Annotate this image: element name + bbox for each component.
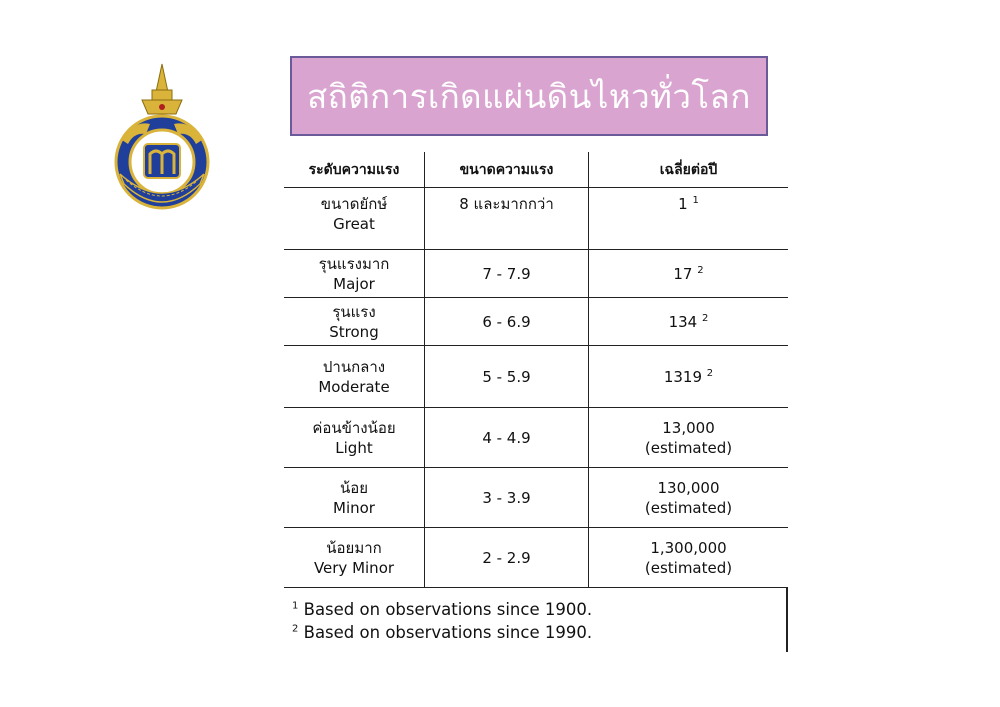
cell-level [284, 250, 424, 297]
level-english: Minor [333, 498, 375, 517]
footnote-text: Based on observations since 1990. [303, 623, 593, 642]
table-row [284, 188, 788, 250]
cell-magnitude: 2 - 2.9 [424, 528, 588, 587]
footnotes [284, 588, 788, 652]
footnote-ref: 2 [706, 367, 714, 379]
footnote-ref: 2 [702, 312, 709, 324]
footnote-mark: 1 [292, 600, 299, 612]
cell-level [284, 528, 424, 587]
footnote-2 [284, 621, 786, 644]
cell-level [284, 298, 424, 345]
cell-level [284, 346, 424, 407]
average-value-line [664, 367, 713, 387]
table-row [284, 298, 788, 346]
cell-level [284, 468, 424, 527]
average-value-line [678, 194, 699, 214]
average-value: 13,000 [662, 418, 715, 437]
level-thai: ค่อนข้างน้อย [312, 418, 396, 437]
cell-magnitude: 5 - 5.9 [424, 346, 588, 407]
table-row [284, 468, 788, 528]
table-row [284, 408, 788, 468]
level-thai: น้อยมาก [326, 538, 382, 557]
level-thai: ปานกลาง [322, 357, 386, 376]
header-level: ระดับความแรง [308, 161, 400, 178]
level-english: Great [333, 215, 375, 233]
average-value: 1,300,000 [650, 538, 727, 557]
average-note: (estimated) [644, 498, 733, 517]
average-value: 130,000 [657, 478, 720, 497]
table-row [284, 346, 788, 408]
level-thai: น้อย [339, 478, 369, 497]
cell-magnitude: 3 - 3.9 [424, 468, 588, 527]
earthquake-stats-table [284, 152, 788, 588]
footnote-1 [284, 598, 786, 621]
cell-average [588, 250, 788, 297]
cell-level [284, 188, 424, 249]
level-english: Strong [329, 322, 379, 341]
level-english: Very Minor [313, 558, 395, 577]
table-row [284, 250, 788, 298]
cell-level [284, 408, 424, 467]
cell-average [588, 298, 788, 345]
title-box [290, 56, 768, 136]
footnote-text: Based on observations since 1900. [303, 600, 593, 619]
table-header-row [284, 152, 788, 188]
page-title: สถิติการเกิดแผ่นดินไหวทั่วโลก [307, 76, 751, 116]
cell-average [588, 346, 788, 407]
average-note: (estimated) [644, 438, 733, 457]
cell-average [588, 408, 788, 467]
level-thai: ขนาดยักษ์ [320, 195, 388, 213]
footnote-ref: 2 [697, 264, 704, 276]
cell-magnitude: 7 - 7.9 [424, 250, 588, 297]
cell-average [588, 468, 788, 527]
header-magnitude: ขนาดความแรง [424, 152, 588, 187]
table-row [284, 528, 788, 588]
level-english: Major [333, 274, 375, 293]
cell-average [588, 528, 788, 587]
footnote-mark: 2 [292, 623, 299, 635]
level-thai: รุนแรง [332, 302, 376, 321]
average-value: 1319 [663, 367, 703, 386]
university-emblem-logo [112, 62, 212, 212]
level-english: Light [335, 438, 373, 457]
average-value-line [650, 538, 726, 558]
cell-magnitude: 8 และมากกว่า [424, 188, 588, 249]
average-value: 1 [678, 195, 688, 213]
average-value-line [662, 418, 715, 438]
cell-magnitude: 4 - 4.9 [424, 408, 588, 467]
average-value-line [669, 312, 709, 332]
level-thai: รุนแรงมาก [318, 254, 390, 273]
cell-average [588, 188, 788, 249]
average-value: 134 [668, 312, 698, 331]
average-value-line [657, 478, 719, 498]
level-english: Moderate [318, 377, 390, 396]
header-average: เฉลี่ยต่อปี [588, 152, 788, 187]
average-value: 17 [673, 264, 693, 283]
footnote-ref: 1 [692, 195, 699, 206]
cell-magnitude: 6 - 6.9 [424, 298, 588, 345]
average-note: (estimated) [644, 558, 733, 577]
average-value-line [673, 264, 703, 284]
